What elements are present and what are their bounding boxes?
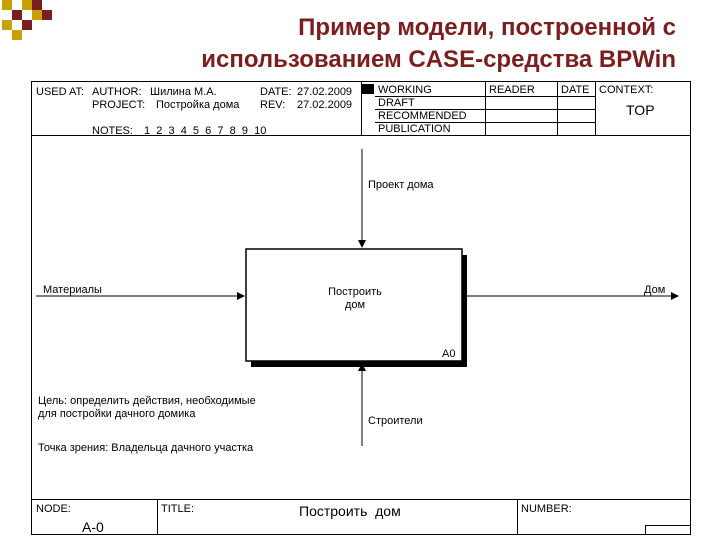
date-label: DATE: (260, 86, 292, 98)
viewpoint: Точка зрения: Владельца дачного участка (38, 442, 254, 454)
idef0-diagram-form (31, 81, 691, 535)
control-label: Проект дома (368, 179, 434, 191)
used-at-label: USED AT: (36, 86, 85, 98)
diagram-title: Построить дом (299, 503, 401, 519)
footer-divider (517, 499, 518, 534)
output-label: Дом (644, 284, 666, 296)
context-label: CONTEXT: (599, 84, 654, 96)
notes-label: NOTES: (92, 125, 133, 137)
footer-divider (157, 499, 158, 534)
status-draft: DRAFT (378, 97, 415, 109)
project-value: Постройка дома (156, 99, 240, 111)
notes-numbers: 1 2 3 4 5 6 7 8 9 10 (144, 125, 267, 137)
purpose-line-2: для постройки дачного домика (38, 408, 196, 420)
date-value: 27.02.2009 (297, 86, 353, 98)
slide-title-line-1: Пример модели, построенной с (298, 14, 676, 41)
page-corner-box (645, 525, 691, 535)
header-divider (595, 82, 596, 135)
mechanism-label: Строители (368, 415, 423, 427)
slide-title (36, 12, 676, 76)
reader-row-divider (485, 122, 595, 123)
project-label: PROJECT: (92, 99, 146, 111)
number-label: NUMBER: (521, 503, 572, 515)
author-label: AUTHOR: (92, 86, 142, 98)
input-label: Материалы (43, 284, 102, 296)
rev-value: 27.02.2009 (297, 99, 353, 111)
activity-name-line-2: дом (344, 299, 366, 311)
title-label: TITLE: (161, 503, 195, 515)
reader-date-label: DATE (561, 84, 590, 96)
author-value: Шилина М.А. (150, 86, 217, 98)
status-publication: PUBLICATION (378, 123, 451, 135)
reader-row-divider (485, 109, 595, 110)
status-working: WORKING (378, 84, 432, 96)
context-value: TOP (626, 102, 655, 118)
working-status-marker (362, 84, 374, 94)
reader-label: READER (489, 84, 535, 96)
node-label: NODE: (36, 503, 71, 515)
slide-title-line-2: использованием CASE-средства BPWin (201, 46, 676, 73)
status-recommended: RECOMMENDED (378, 110, 467, 122)
activity-name-line-1: Построить (328, 286, 382, 298)
rev-label: REV: (260, 99, 286, 111)
purpose-line-1: Цель: определить действия, необходимые (38, 395, 256, 407)
reader-date-divider (557, 82, 558, 135)
footer-top-border (32, 499, 690, 500)
activity-id: A0 (442, 348, 456, 360)
node-value: A-0 (82, 519, 104, 535)
